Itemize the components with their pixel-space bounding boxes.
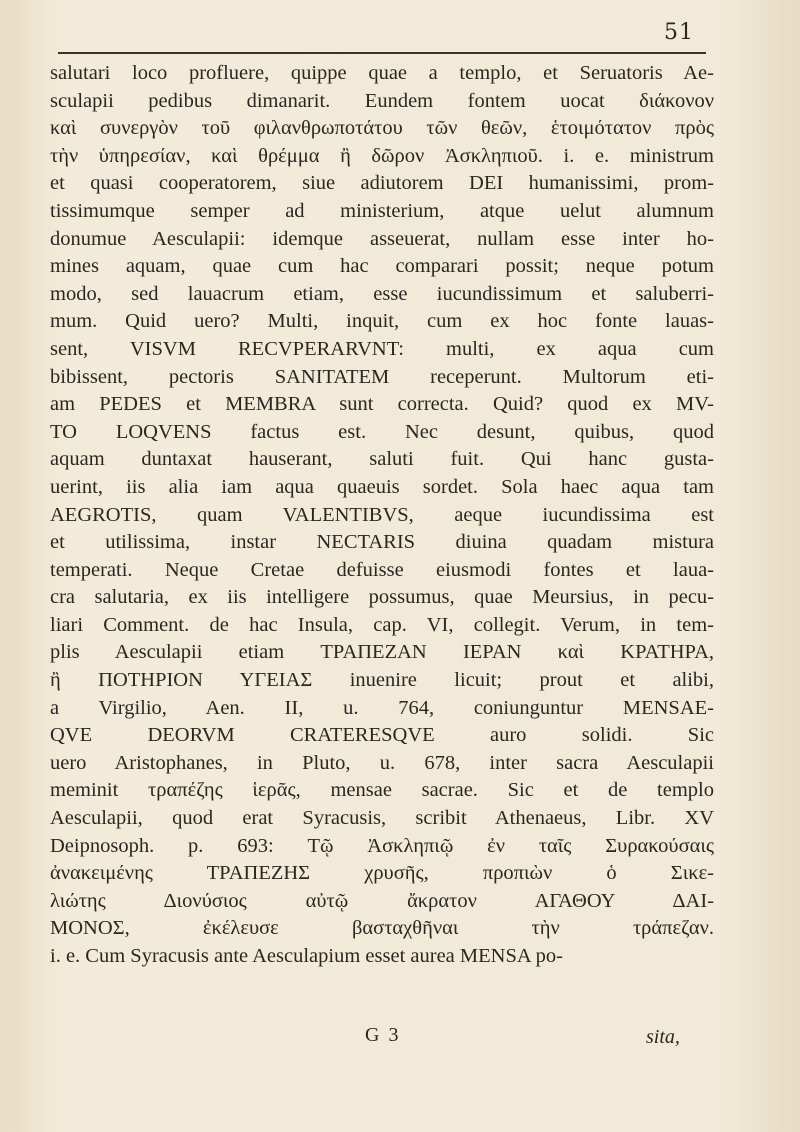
text-line: Deipnosoph. p. 693: Τῷ Ἀσκληπιῷ ἐν ταῖς Συρακούσαις — [50, 834, 714, 857]
text-line: mines aquam, quae cum hac comparari possit; neque potum — [50, 255, 714, 278]
text-line: a Virgilio, Aen. II, u. 764, coniunguntur MENSAE- — [50, 696, 714, 719]
text-line: liari Comment. de hac Insula, cap. VI, collegit. Verum, in tem- — [50, 613, 714, 636]
page-number: 51 — [664, 20, 694, 45]
text-line: i. e. Cum Syracusis ante Aesculapium esset aurea MENSA po- — [50, 945, 563, 967]
catchword: sita, — [646, 1026, 680, 1048]
text-line: temperati. Neque Cretae defuisse eiusmodi fontes et laua- — [50, 558, 714, 581]
text-line: QVE DEORVM CRATERESQVE auro solidi. Sic — [50, 724, 714, 747]
text-line: καὶ συνεργὸν τοῦ φιλανθρωποτάτου τῶν θεῶν, ἑτοιμότατον πρὸς — [50, 117, 714, 140]
text-line: meminit τραπέζης ἱερᾶς, mensae sacrae. Sic et de templo — [50, 779, 714, 802]
text-line: sculapii pedibus dimanarit. Eundem fontem uocat διάκονον — [50, 89, 714, 112]
text-line: uerint, iis alia iam aqua quaeuis sordet. Sola haec aqua tam — [50, 475, 714, 498]
text-line: salutari loco profluere, quippe quae a templo, et Seruatoris Ae- — [50, 62, 714, 84]
header-rule — [58, 52, 706, 54]
body-text — [50, 60, 714, 971]
text-line: ΜΟΝΟΣ, ἐκέλευσε βασταχθῆναι τὴν τράπεζαν. — [50, 917, 714, 940]
text-line: ἀνακειμένης ΤΡΑΠΕΖΗΣ χρυσῆς, προπιὼν ὁ Σικε- — [50, 862, 714, 885]
text-line: donumue Aesculapii: idemque asseuerat, nullam esse inter ho- — [50, 227, 714, 250]
text-line: TO LOQVENS factus est. Nec desunt, quibus, quod — [50, 420, 714, 443]
text-line: λιώτης Διονύσιος αὐτῷ ἄκρατον ΑΓΑΘΟΥ ΔΑΙ- — [50, 889, 714, 912]
text-line: plis Aesculapii etiam ΤΡΑΠΕΖΑΝ ΙΕΡΑΝ καὶ ΚΡΑΤΗΡΑ, — [50, 641, 714, 664]
text-line: bibissent, pectoris SANITATEM receperunt. Multorum eti- — [50, 365, 714, 388]
text-line: ἢ ΠΟΤΗΡΙΟΝ ΥΓΕΙΑΣ inuenire licuit; prout et alibi, — [50, 669, 714, 692]
text-line: am PEDES et MEMBRA sunt correcta. Quid? quod ex MV- — [50, 393, 714, 416]
text-line: AEGROTIS, quam VALENTIBVS, aeque iucundissima est — [50, 503, 714, 526]
text-line: aquam duntaxat hauserant, saluti fuit. Qui hanc gusta- — [50, 448, 714, 471]
text-line: sent, VISVM RECVPERARVNT: multi, ex aqua cum — [50, 337, 714, 360]
text-line: mum. Quid uero? Multi, inquit, cum ex hoc fonte lauas- — [50, 310, 714, 333]
text-line: Aesculapii, quod erat Syracusis, scribit Athenaeus, Libr. XV — [50, 807, 714, 830]
signature-mark: G 3 — [365, 1024, 401, 1046]
text-line: modo, sed lauacrum etiam, esse iucundissimum et saluberri- — [50, 282, 714, 305]
text-line: et quasi cooperatorem, siue adiutorem DEI humanissimi, prom- — [50, 172, 714, 195]
text-line: uero Aristophanes, in Pluto, u. 678, inter sacra Aesculapii — [50, 751, 714, 774]
text-line: cra salutaria, ex iis intelligere possumus, quae Meursius, in pecu- — [50, 586, 714, 609]
text-line: τὴν ὑπηρεσίαν, καὶ θρέμμα ἢ δῶρον Ἀσκληπιοῦ. i. e. ministrum — [50, 144, 714, 167]
text-line: tissimumque semper ad ministerium, atque uelut alumnum — [50, 199, 714, 222]
text-line: et utilissima, instar NECTARIS diuina quadam mistura — [50, 531, 714, 554]
